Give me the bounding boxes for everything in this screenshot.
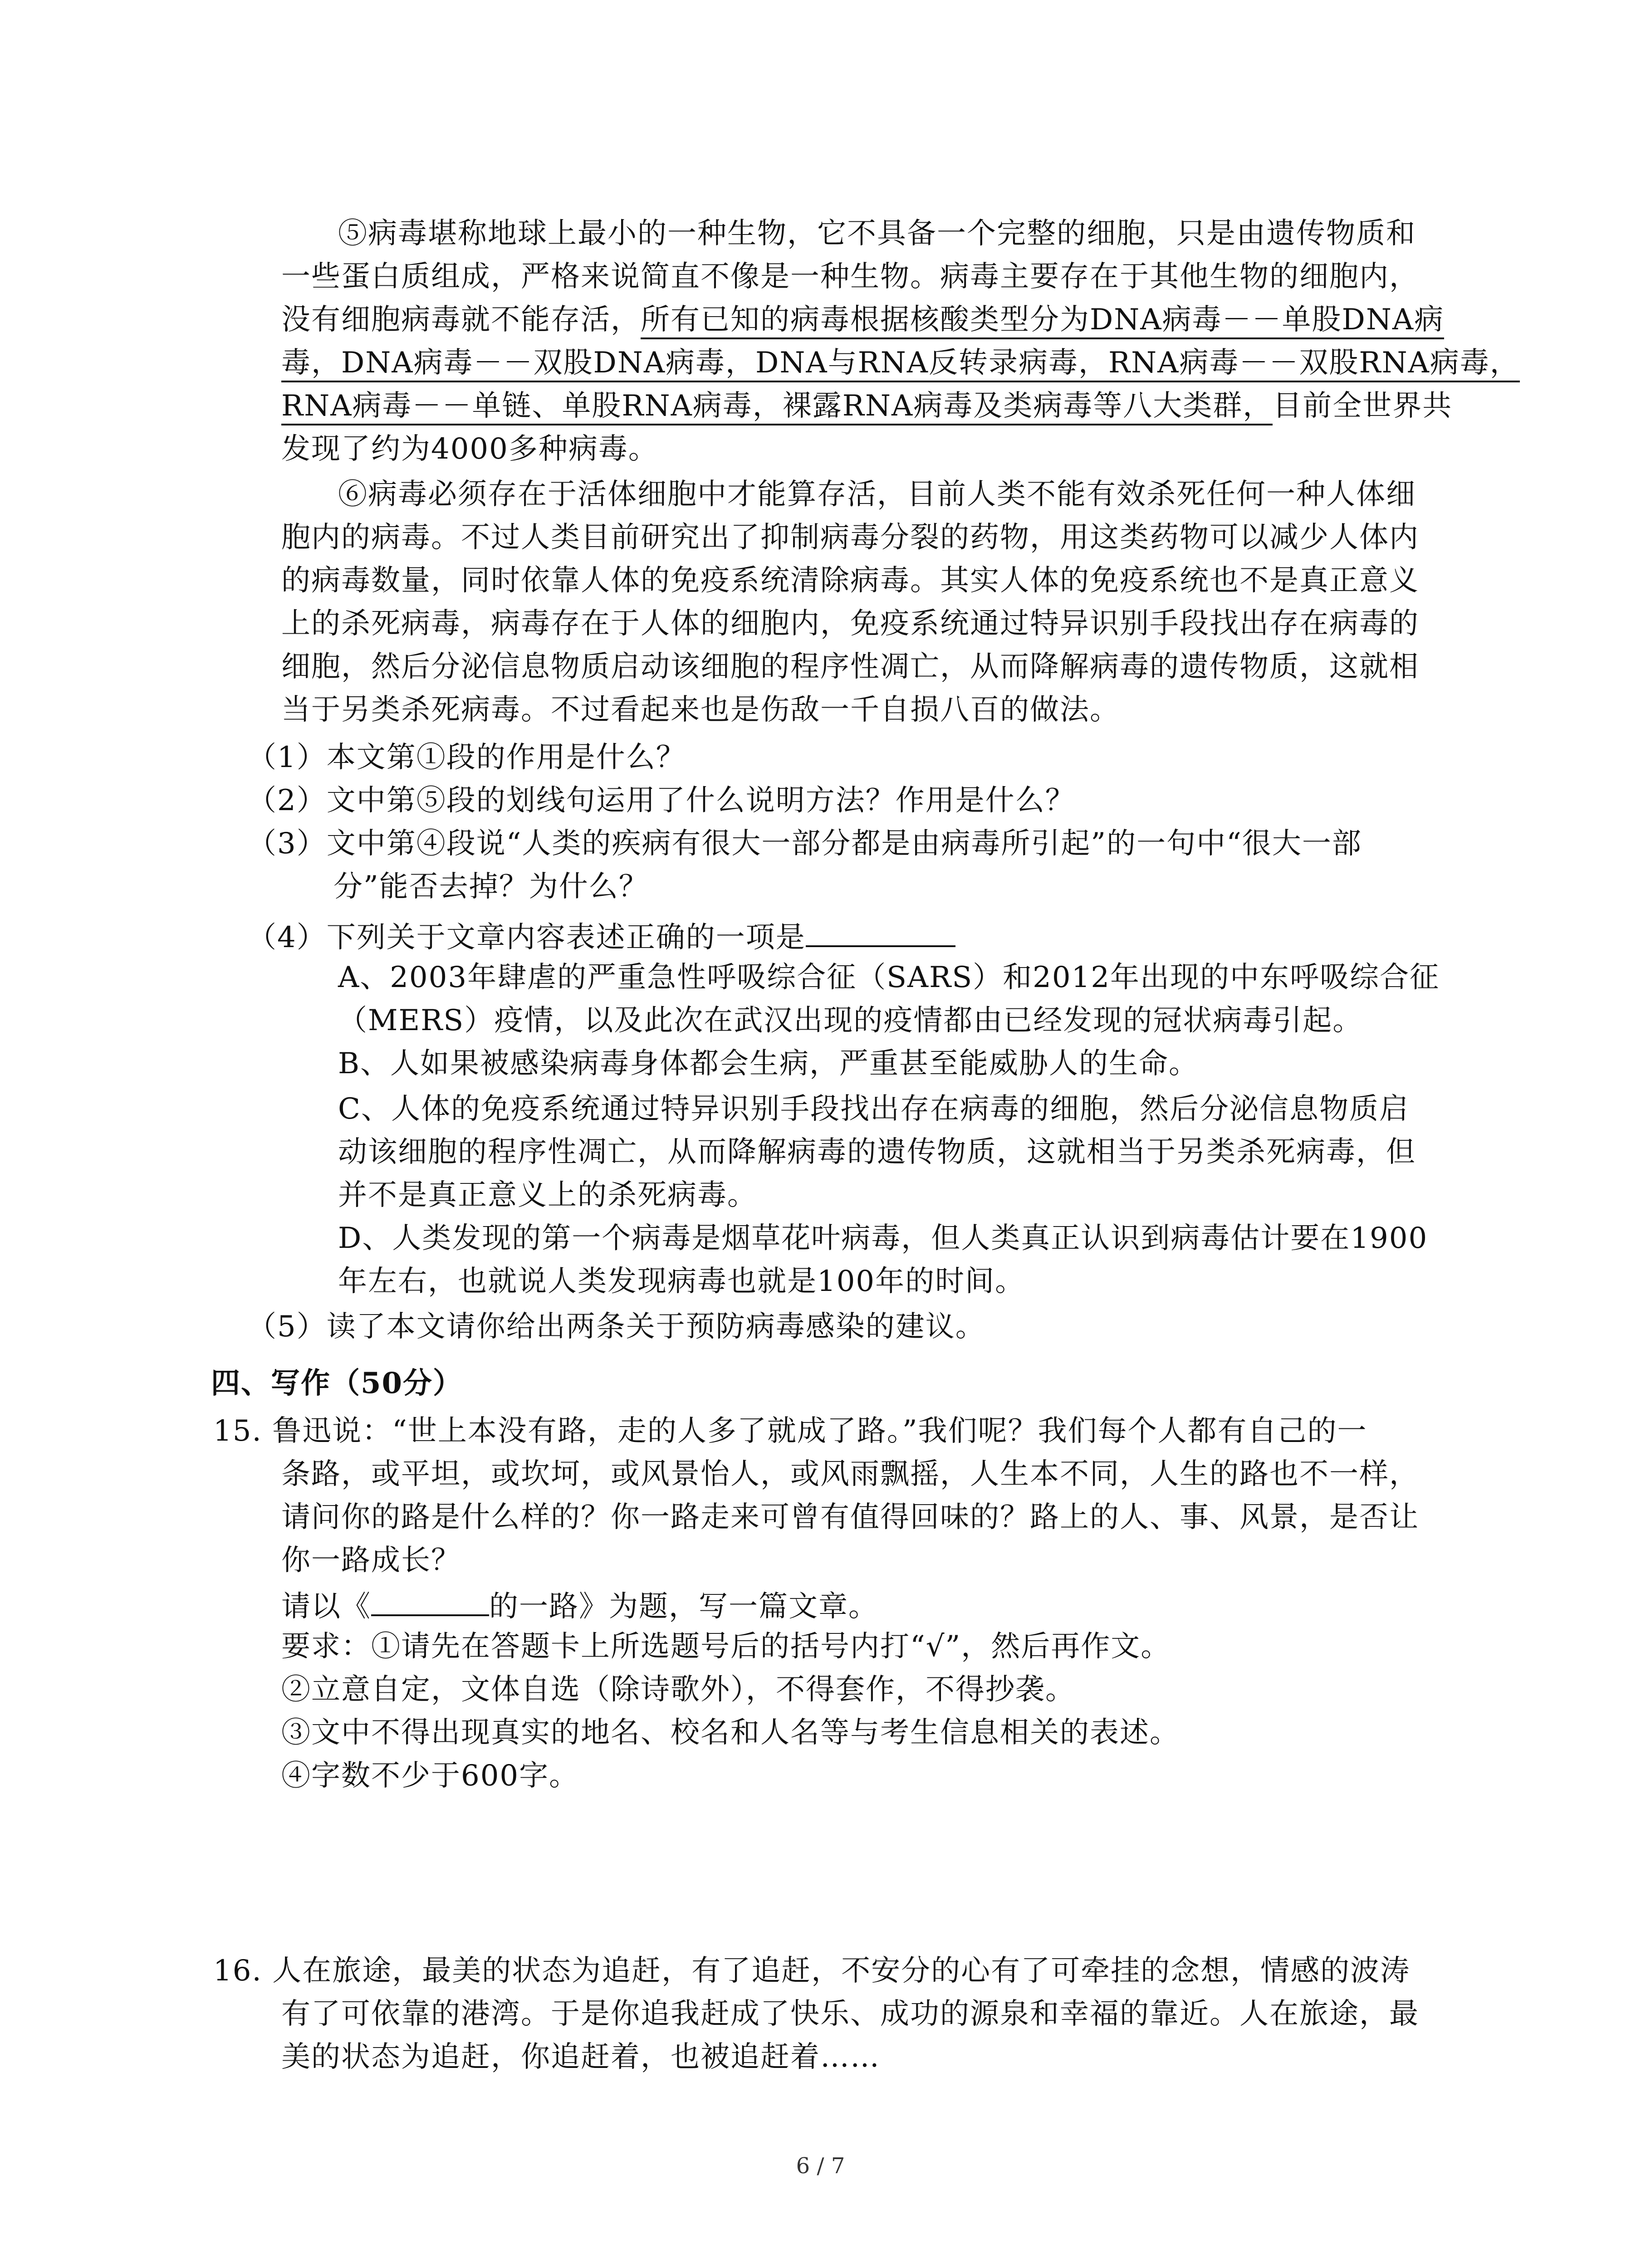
q15-requirement-4: ④字数不少于600字。 bbox=[281, 1759, 579, 1793]
question-3-line-2: 分”能否去掉？为什么？ bbox=[333, 870, 649, 904]
q15-requirement-2: ②立意自定，文体自选（除诗歌外），不得套作，不得抄袭。 bbox=[281, 1673, 1075, 1706]
q15-line-4: 你一路成长？ bbox=[281, 1544, 461, 1577]
p5-line-4 bbox=[281, 345, 1520, 381]
answer-blank[interactable] bbox=[806, 916, 955, 947]
option-a-line-1: A、2003年肆虐的严重急性呼吸综合征（SARS）和2012年出现的中东呼吸综合征 bbox=[338, 961, 1440, 994]
p5-line-1: ⑤病毒堪称地球上最小的一种生物，它不具备一个完整的细胞，只是由遗传物质和 bbox=[338, 217, 1416, 250]
option-c-line-1: C、人体的免疫系统通过特异识别手段找出存在病毒的细胞，然后分泌信息物质启 bbox=[338, 1092, 1409, 1126]
option-d-line-1: D、人类发现的第一个病毒是烟草花叶病毒，但人类真正认识到病毒估计要在1900 bbox=[338, 1222, 1428, 1255]
p5-line-5-plain: 目前全世界共 bbox=[1273, 389, 1453, 423]
p5-line-2: 一些蛋白质组成，严格来说简直不像是一种生物。病毒主要存在于其他生物的细胞内， bbox=[281, 260, 1419, 293]
q15-line-1: 15. 鲁迅说：“世上本没有路，走的人多了就成了路。”我们呢？我们每个人都有自己的一 bbox=[213, 1414, 1367, 1448]
option-c-line-3: 并不是真正意义上的杀死病毒。 bbox=[338, 1178, 757, 1212]
p6-line-6: 当于另类杀死病毒。不过看起来也是伤敌一千自损八百的做法。 bbox=[281, 693, 1120, 727]
question-3-line-1: （3）文中第④段说“人类的疾病有很大一部分都是由病毒所引起”的一句中“很大一部 bbox=[247, 827, 1362, 860]
underlined-sentence-part-2: 毒，DNA病毒－－双股DNA病毒，DNA与RNA反转录病毒，RNA病毒－－双股RNA病毒， bbox=[281, 346, 1520, 382]
p6-line-1: ⑥病毒必须存在于活体细胞中才能算存活，目前人类不能有效杀死任何一种人体细 bbox=[338, 478, 1416, 511]
underlined-sentence-part-1: 所有已知的病毒根据核酸类型分为DNA病毒－－单股DNA病 bbox=[641, 303, 1444, 339]
option-b: B、人如果被感染病毒身体都会生病，严重甚至能威胁人的生命。 bbox=[338, 1047, 1199, 1080]
q15-prompt-after: 的一路》为题，写一篇文章。 bbox=[489, 1590, 878, 1623]
p6-line-2: 胞内的病毒。不过人类目前研究出了抑制病毒分裂的药物，用这类药物可以减少人体内 bbox=[281, 521, 1419, 554]
option-d-line-2: 年左右，也就说人类发现病毒也就是100年的时间。 bbox=[338, 1265, 1025, 1298]
p5-line-5 bbox=[281, 388, 1452, 424]
question-1: （1）本文第①段的作用是什么？ bbox=[247, 741, 686, 774]
section-4-title: 四、写作（50分） bbox=[211, 1366, 463, 1400]
page-number: 6 / 7 bbox=[796, 2153, 845, 2179]
q16-line-1: 16. 人在旅途，最美的状态为追赶，有了追赶，不安分的心有了可牵挂的念想，情感的波涛 bbox=[213, 1954, 1411, 1988]
q15-requirement-3: ③文中不得出现真实的地名、校名和人名等与考生信息相关的表述。 bbox=[281, 1716, 1180, 1750]
question-5: （5）读了本文请你给出两条关于预防病毒感染的建议。 bbox=[247, 1310, 985, 1344]
q15-prompt bbox=[281, 1585, 878, 1625]
q16-line-3: 美的状态为追赶，你追赶着，也被追赶着…… bbox=[281, 2040, 880, 2074]
p6-line-3: 的病毒数量，同时依靠人体的免疫系统清除病毒。其实人体的免疫系统也不是真正意义 bbox=[281, 564, 1419, 597]
p5-line-6: 发现了约为4000多种病毒。 bbox=[281, 432, 658, 466]
q15-line-3: 请问你的路是什么样的？你一路走来可曾有值得回味的？路上的人、事、风景，是否让 bbox=[281, 1501, 1419, 1534]
option-c-line-2: 动该细胞的程序性凋亡，从而降解病毒的遗传物质，这就相当于另类杀死病毒，但 bbox=[338, 1135, 1416, 1169]
p5-line-3-plain: 没有细胞病毒就不能存活， bbox=[281, 303, 641, 337]
p6-line-4: 上的杀死病毒，病毒存在于人体的细胞内，免疫系统通过特异识别手段找出存在病毒的 bbox=[281, 607, 1419, 640]
title-blank[interactable] bbox=[371, 1585, 489, 1616]
option-a-line-2: （MERS）疫情，以及此次在武汉出现的疫情都由已经发现的冠状病毒引起。 bbox=[338, 1004, 1363, 1037]
q15-requirement-1: 要求：①请先在答题卡上所选题号后的括号内打“√”，然后再作文。 bbox=[281, 1630, 1171, 1663]
q16-line-2: 有了可依靠的港湾。于是你追我赶成了快乐、成功的源泉和幸福的靠近。人在旅途，最 bbox=[281, 1997, 1419, 2031]
p6-line-5: 细胞，然后分泌信息物质启动该细胞的程序性凋亡，从而降解病毒的遗传物质，这就相 bbox=[281, 650, 1419, 684]
underlined-sentence-part-3: RNA病毒－－单链、单股RNA病毒，裸露RNA病毒及类病毒等八大类群， bbox=[281, 389, 1273, 425]
q15-prompt-before: 请以《 bbox=[281, 1590, 371, 1623]
question-2: （2）文中第⑤段的划线句运用了什么说明方法？作用是什么？ bbox=[247, 784, 1075, 817]
question-4-text: （4）下列关于文章内容表述正确的一项是 bbox=[247, 921, 806, 954]
p5-line-3 bbox=[281, 302, 1444, 338]
q15-line-2: 条路，或平坦，或坎坷，或风景怡人，或风雨飘摇，人生本不同，人生的路也不一样， bbox=[281, 1457, 1419, 1491]
question-4 bbox=[247, 916, 955, 956]
